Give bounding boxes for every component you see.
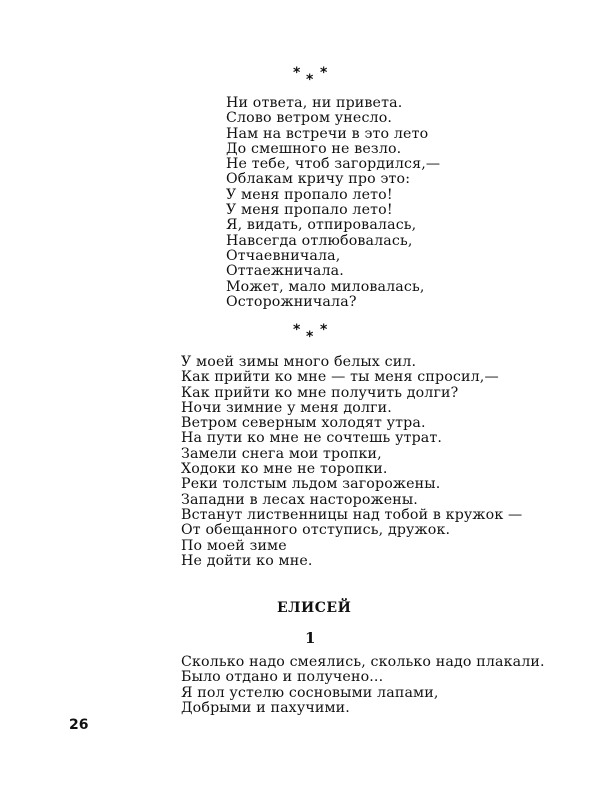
- poem-2: [181, 355, 522, 569]
- poem-line: Ночи зимние у меня долги.: [181, 399, 392, 416]
- asterisk: *: [306, 329, 314, 345]
- poem-line: У моей зимы много белых сил.: [181, 354, 417, 370]
- poem-line: Как прийти ко мне — ты меня спросил,—: [181, 369, 499, 386]
- poem-line: Нам на встречи в это лето: [226, 125, 429, 142]
- poem-line: Не тебе, чтоб загордился,—: [226, 156, 441, 173]
- asterisk: *: [320, 322, 328, 338]
- poem-1: [226, 96, 440, 310]
- poem-line: Облакам кричу про это:: [226, 171, 411, 188]
- poem-line: Навсегда отлюбовалась,: [226, 232, 413, 249]
- poem-line: Может, мало миловалась,: [226, 278, 425, 295]
- asterism-separator-1: [293, 66, 333, 86]
- poem-line: У меня пропало лето!: [226, 202, 393, 219]
- page-number: 26: [69, 717, 89, 733]
- poem-line: Было отдано и получено...: [181, 669, 384, 686]
- asterism-separator-2: [293, 323, 333, 343]
- poem-line: Я, видать, отпировалась,: [226, 217, 417, 234]
- poem-line: Оттаежничала.: [226, 263, 344, 280]
- poem-line: Западни в лесах насторожены.: [181, 491, 418, 508]
- poem-line: Реки толстым льдом загорожены.: [181, 476, 441, 493]
- poem-line: Слово ветром унесло.: [226, 110, 393, 127]
- poem-3: [181, 655, 545, 716]
- poem-line: Я пол устелю сосновыми лапами,: [181, 684, 439, 701]
- poem-line: Сколько надо смеялись, сколько надо плакали.: [181, 654, 545, 670]
- asterisk: *: [293, 322, 301, 338]
- poem-cycle-title: ЕЛИСЕЙ: [277, 600, 352, 616]
- poem-line: Осторожничала?: [226, 293, 357, 310]
- poem-line: Замели снега мои тропки,: [181, 445, 382, 462]
- poem-line: Отчаевничала,: [226, 247, 341, 264]
- part-number: 1: [305, 629, 316, 647]
- poem-line: Ветром северным холодят утра.: [181, 415, 426, 432]
- poem-line: Не дойти ко мне.: [181, 552, 313, 569]
- poem-line: По моей зиме: [181, 537, 287, 554]
- poem-line: Встанут лиственницы над тобой в кружок —: [181, 506, 523, 523]
- asterisk: *: [306, 72, 314, 88]
- poem-line: Ходоки ко мне не торопки.: [181, 461, 388, 478]
- poem-line: У меня пропало лето!: [226, 186, 393, 203]
- poem-line: На пути ко мне не сочтешь утрат.: [181, 430, 443, 447]
- poem-line: От обещанного отступись, дружок.: [181, 522, 451, 539]
- poem-line: До смешного не везло.: [226, 140, 402, 157]
- asterisk: *: [293, 65, 301, 81]
- poem-line: Ни ответа, ни привета.: [226, 95, 403, 111]
- poem-line: Как прийти ко мне получить долги?: [181, 384, 459, 401]
- poem-line: Добрыми и пахучими.: [181, 699, 350, 716]
- asterisk: *: [320, 65, 328, 81]
